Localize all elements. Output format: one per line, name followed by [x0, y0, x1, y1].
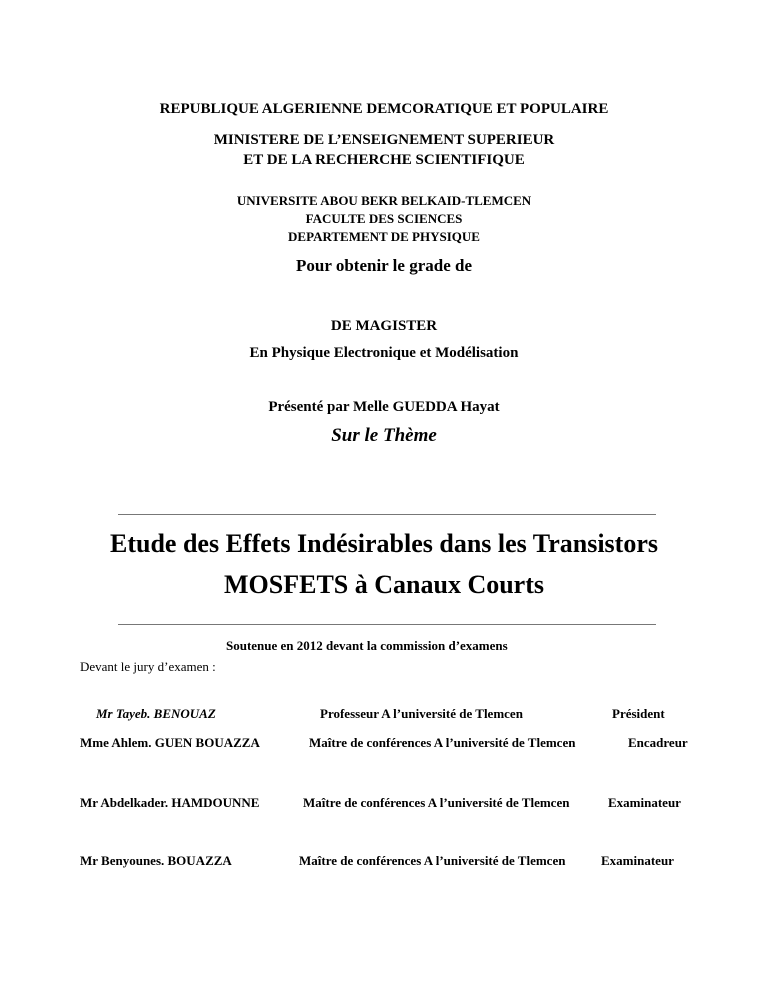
- jury-member-name: Mme Ahlem. GUEN BOUAZZA: [80, 735, 260, 750]
- jury-member-role: Encadreur: [628, 735, 688, 750]
- jury-member-role: Examinateur: [608, 795, 681, 810]
- jury-member-title: Maître de conférences A l’université de Tlemcen: [303, 795, 570, 810]
- jury-member-role: Président: [612, 706, 665, 721]
- republic-line: REPUBLIQUE ALGERIENNE DEMCORATIQUE ET POPULAIRE: [159, 101, 609, 117]
- department-name: DEPARTEMENT DE PHYSIQUE: [288, 229, 480, 244]
- jury-member-role: Examinateur: [601, 853, 674, 868]
- degree-intro: Pour obtenir le grade de: [296, 256, 472, 275]
- theme-label: Sur le Thème: [331, 425, 437, 446]
- jury-intro: Devant le jury d’examen :: [80, 659, 216, 674]
- presenter: Présenté par Melle GUEDDA Hayat: [268, 399, 500, 415]
- degree-field: En Physique Electronique et Modélisation: [249, 345, 519, 361]
- ministry-line-2: ET DE LA RECHERCHE SCIENTIFIQUE: [243, 152, 525, 168]
- top-divider: [118, 514, 656, 515]
- jury-member-title: Maître de conférences A l’université de Tlemcen: [309, 735, 576, 750]
- degree-name: DE MAGISTER: [330, 318, 438, 334]
- bottom-divider: [118, 624, 656, 625]
- faculty-name: FACULTE DES SCIENCES: [305, 211, 463, 226]
- jury-member-name: Mr Abdelkader. HAMDOUNNE: [80, 795, 260, 810]
- thesis-title-line-1: Etude des Effets Indésirables dans les Transistors: [110, 529, 658, 558]
- jury-member-title: Maître de conférences A l’université de Tlemcen: [299, 853, 566, 868]
- jury-member-title: Professeur A l’université de Tlemcen: [320, 706, 523, 721]
- university-name: UNIVERSITE ABOU BEKR BELKAID-TLEMCEN: [236, 193, 532, 208]
- ministry-line-1: MINISTERE DE L’ENSEIGNEMENT SUPERIEUR: [213, 132, 555, 148]
- thesis-title-line-2: MOSFETS à Canaux Courts: [224, 570, 544, 599]
- defense-statement: Soutenue en 2012 devant la commission d’examens: [226, 638, 508, 653]
- jury-member-name: Mr Benyounes. BOUAZZA: [80, 853, 232, 868]
- jury-member-name: Mr Tayeb. BENOUAZ: [96, 706, 216, 721]
